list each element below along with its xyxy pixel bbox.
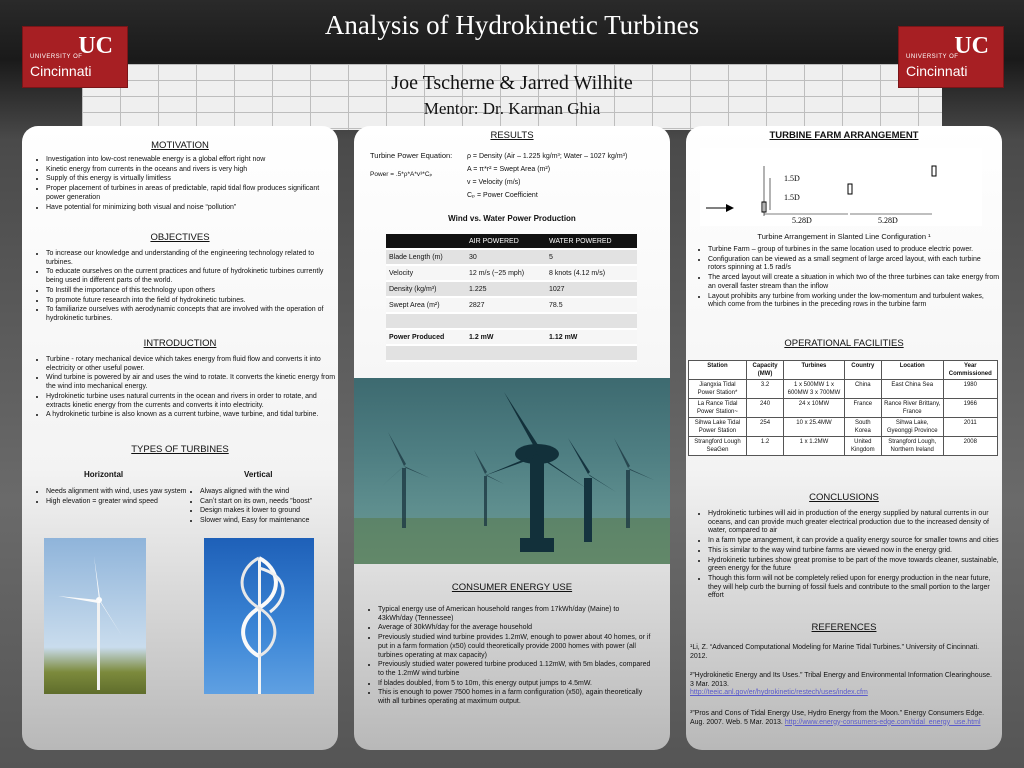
list-item: • Have potential for minimizing both visual and noise “pollution”	[46, 204, 330, 213]
table-header-row: AIR POWERED WATER POWERED	[386, 234, 637, 249]
types-heading: TYPES OF TURBINES	[131, 444, 229, 455]
table-row: Strangford Lough SeaGen 1.2 1 x 1.2MW United Kingdom Strangford Lough, Northern Ireland 2008	[689, 437, 998, 456]
table-row: Sihwa Lake Tidal Power Station 254 10 x 25.4MW South Korea Sihwa Lake, Gyeonggi Province 2011	[689, 418, 998, 437]
consumer-list	[360, 606, 654, 708]
list-item: • To increase our knowledge and understanding of the engineering technology related to turbines.	[46, 250, 340, 267]
vertical-turbine-photo	[204, 538, 314, 694]
equation-label: Turbine Power Equation:	[370, 151, 453, 160]
reference-link[interactable]: http://teeic.anl.gov/er/hydrokinetic/restech/uses/index.cfm	[690, 689, 868, 697]
reference-item: ³”Pros and Cons of Tidal Energy Use, Hydro Energy from the Moon.” Energy Consumers Edge. Aug. 2007. Web. 5 Mar. 2013. http://www.energy-consumers-edge.com/tidal_energy_use.html	[690, 710, 985, 726]
motivation-list	[28, 156, 330, 213]
underwater-turbine-image	[354, 378, 670, 564]
equation-definitions: ρ = Density (Air – 1.225 kg/m³; Water – 1027 kg/m³) A = π*r² = Swept Area (m²) v = Velocity (m/s) Cₚ = Power Coefficient	[467, 153, 628, 199]
list-item: • Configuration can be viewed as a small segment of large arced layout, with each turbine rotors spinning at 1.5 rad/s	[708, 256, 1000, 273]
spacing-label: 1.5D	[784, 174, 800, 183]
table-title: Wind vs. Water Power Production	[448, 214, 576, 223]
farm-caption: Turbine Arrangement in Slanted Line Configuration ¹	[757, 232, 931, 241]
introduction-heading: INTRODUCTION	[143, 338, 217, 349]
introduction-list	[28, 356, 340, 421]
list-item: • Previously studied water powered turbine produced 1.12mW, with 5m blades, compared to the 1.2mW wind turbine	[378, 661, 654, 678]
left-panel	[22, 126, 338, 750]
list-item: • To educate ourselves on the current practices and future of hydrokinetic turbines currently being used in different parts of the world.	[46, 268, 340, 285]
vertical-list	[182, 488, 346, 527]
list-item: • Slower wind, Easy for maintenance	[200, 517, 346, 526]
list-item: • In a farm type arrangement, it can provide a quality energy source for smaller towns and cities	[708, 537, 1002, 546]
list-item: • Kinetic energy from currents in the oceans and rivers is very high	[46, 166, 330, 175]
list-item: • This is similar to the way wind turbine farms are viewed now in the energy grid.	[708, 547, 1002, 556]
uc-mark-icon: UC	[78, 33, 113, 59]
horizontal-list	[28, 488, 192, 507]
references-heading: REFERENCES	[811, 622, 877, 633]
poster-title: Analysis of Hydrokinetic Turbines	[324, 10, 700, 40]
list-item: • To familiarize ourselves with aerodynamic concepts that are involved with the operation of hydrokinetic turbines.	[46, 306, 340, 323]
farm-heading: TURBINE FARM ARRANGEMENT	[769, 130, 919, 141]
list-item: • Hydrokinetic turbines will aid in production of the energy supplied by natural currents in our oceans, and can provide much greater electrical production due to the increased density of water, compared to air	[708, 510, 1002, 536]
list-item: • Always aligned with the wind	[200, 488, 346, 497]
list-item: • Layout prohibits any turbine from working under the low-momentum and turbulent wakes, which come from the turbines in the preceding rows in the turbine farm	[708, 293, 1000, 310]
table-row	[386, 345, 637, 361]
list-item: • To promote future research into the field of hydrokinetic turbines.	[46, 297, 340, 306]
list-item: • Previously studied wind turbine provides 1.2mW, enough to power about 40 homes, or if put in a farm formation (x50) could theoretically provide 2000 homes with power (all turbines operating at max capacity)	[378, 634, 654, 660]
list-item: • Proper placement of turbines in areas of predictable, rapid tidal flow produces significant power generation	[46, 185, 330, 202]
table-row: Swept Area (m²) 2827 78.5	[386, 297, 637, 313]
list-item: • Turbine Farm – group of turbines in the same location used to produce electric power.	[708, 246, 1000, 255]
reference-link[interactable]: http://www.energy-consumers-edge.com/tidal_energy_use.html	[784, 718, 981, 726]
list-item: • High elevation = greater wind speed	[46, 498, 192, 507]
spacing-label: 5.28D	[792, 216, 812, 225]
list-item: • Turbine - rotary mechanical device which takes energy from fluid flow and converts it into electricity or other useful power.	[46, 356, 340, 373]
list-item: • Average of 30kWh/day for the average household	[378, 624, 654, 633]
reference-item: ²”Hydrokinetic Energy and Its Uses.” Tribal Energy and Environmental Information Clearinghouse. 3 Mar. 2013. http://teeic.anl.gov/er/hydrokinetic/restech/uses/index.cfm	[690, 672, 992, 697]
uc-logo-right: UC UNIVERSITY OF Cincinnati	[898, 26, 1004, 88]
spacing-label: 1.5D	[784, 193, 800, 202]
list-item: • Investigation into low-cost renewable energy is a global effort right now	[46, 156, 330, 165]
authors: Joe Tscherne & Jarred Wilhite	[391, 72, 633, 94]
middle-panel	[354, 126, 670, 750]
consumer-heading: CONSUMER ENERGY USE	[451, 582, 573, 593]
list-item: • Hydrokinetic turbines show great promise to be part of the move towards cleaner, sustainable, green energy for the future	[708, 557, 1002, 574]
table-row: La Rance Tidal Power Station~ 240 24 x 10MW France Rance River Brittany, France 1966	[689, 399, 998, 418]
list-item: • Needs alignment with wind, uses yaw system	[46, 488, 192, 497]
table-row: Velocity 12 m/s (~25 mph) 8 knots (4.12 m/s)	[386, 265, 637, 281]
facilities-heading: OPERATIONAL FACILITIES	[784, 338, 904, 349]
list-item: • This is enough to power 7500 homes in a farm configuration (x50), again theoretically with all turbines operating at maximum output.	[378, 689, 654, 706]
list-item: • A hydrokinetic turbine is also known as a current turbine, wave turbine, and tidal turbine.	[46, 411, 340, 420]
list-item: • To Instill the importance of this technology upon others	[46, 287, 340, 296]
facilities-table	[688, 360, 998, 456]
list-item: • Typical energy use of American household ranges from 17kWh/day (Maine) to 43kWh/day (Tennessee)	[378, 606, 654, 623]
table-row: Density (kg/m³) 1.225 1027	[386, 281, 637, 297]
horizontal-title: Horizontal	[84, 470, 124, 479]
spacing-label: 5.28D	[878, 216, 898, 225]
power-table	[386, 234, 637, 362]
farm-list	[690, 246, 1000, 311]
reference-item: ¹Li, Z. “Advanced Computational Modeling for Marine Tidal Turbines.” University of Cincinnati. 2012.	[690, 644, 980, 660]
table-row: Power Produced 1.2 mW 1.12 mW	[386, 329, 637, 345]
list-item: • The arced layout will create a situation in which two of the three turbines can take energy from an overall faster stream than the inflow	[708, 274, 1000, 291]
uc-logo-left: UC UNIVERSITY OF Cincinnati	[22, 26, 128, 88]
table-header-row: Station Capacity (MW) Turbines Country Location Year Commissioned	[689, 361, 998, 380]
table-row: Blade Length (m) 30 5	[386, 249, 637, 265]
horizontal-turbine-photo	[44, 538, 146, 694]
list-item: • Hydrokinetic turbine uses natural currents in the ocean and rivers in order to rotate, and extracts kinetic energy from the currents and converts it into electricity.	[46, 393, 340, 410]
list-item: • Wind turbine is powered by air and uses the wind to rotate. It converts the kinetic energy from the wind into mechanical energy.	[46, 374, 340, 391]
list-item: • Design makes it lower to ground	[200, 507, 346, 516]
objectives-heading: OBJECTIVES	[150, 232, 210, 243]
mentor: Mentor: Dr. Karman Ghia	[423, 99, 601, 118]
list-item: • Canʼt start on its own, needs ”boost”	[200, 498, 346, 507]
conclusions-list	[690, 510, 1002, 602]
right-panel	[686, 126, 1002, 750]
motivation-heading: MOTIVATION	[151, 140, 209, 151]
power-equation: Power = .5*ρ*A*v³*Cₚ	[370, 171, 433, 178]
uc-mark-icon: UC	[954, 33, 989, 59]
vertical-title: Vertical	[244, 470, 273, 479]
objectives-list	[28, 250, 340, 325]
list-item: • If blades doubled, from 5 to 10m, this energy output jumps to 4.5mW.	[378, 680, 654, 689]
results-heading: RESULTS	[490, 130, 534, 141]
conclusions-heading: CONCLUSIONS	[809, 492, 879, 503]
table-row	[386, 313, 637, 329]
farm-diagram	[700, 148, 982, 226]
table-row: Jiangxia Tidal Power Station* 3.2 1 x 500MW 1 x 600MW 3 x 700MW China East China Sea 1980	[689, 380, 998, 399]
list-item: • Though this form will not be completely relied upon for energy production in the near future, they will help curb the burning of fossil fuels and contribute to the small portion to the larger effort	[708, 575, 1002, 601]
list-item: • Supply of this energy is virtually limitless	[46, 175, 330, 184]
